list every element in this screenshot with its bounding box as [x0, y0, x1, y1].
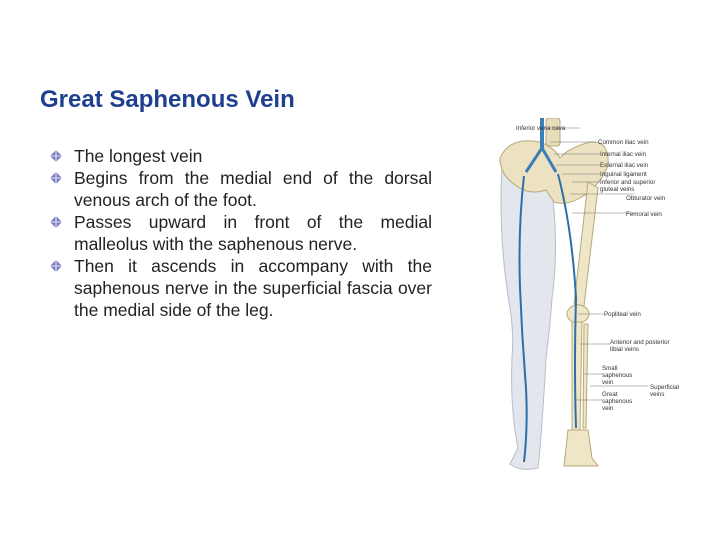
label-inguinal-ligament: Inguinal ligament — [600, 171, 647, 178]
label-tibial-veins-line2: tibial veins — [610, 346, 639, 353]
label-external-iliac-vein: External iliac vein — [600, 162, 649, 169]
label-inferior-vena-cava: Inferior vena cava — [516, 125, 566, 132]
femur-bone — [574, 182, 598, 306]
label-small-saphenous-line3: vein — [602, 379, 614, 386]
label-femoral-vein: Femoral vein — [626, 211, 662, 218]
label-great-saphenous-line1: Great — [602, 391, 618, 398]
slide-title: Great Saphenous Vein — [40, 86, 295, 113]
bullet-text: Begins from the medial end of the dorsal venous arch of the foot. — [74, 168, 432, 210]
label-gluteal-veins-line1: Inferior and superior — [600, 179, 656, 186]
bullet-text: The longest vein — [74, 146, 203, 166]
label-obturator-vein: Obturator vein — [626, 195, 666, 202]
bullet-item — [50, 211, 432, 255]
label-popliteal-vein: Popliteal vein — [604, 311, 641, 318]
bullet-item — [50, 145, 432, 167]
bullet-item — [50, 167, 432, 211]
tibia-bone — [572, 322, 582, 430]
leg-silhouette — [501, 166, 556, 469]
label-superficial-veins-line1: Superficial — [650, 384, 679, 391]
diamond-bullet-icon — [50, 216, 62, 228]
label-small-saphenous-line1: Small — [602, 365, 618, 372]
label-superficial-veins-line2: veins — [650, 391, 665, 398]
bullet-text: Passes upward in front of the medial malleolus with the saphenous nerve. — [74, 212, 432, 254]
label-tibial-veins-line1: Anterior and posterior — [610, 339, 670, 346]
bullet-item — [50, 255, 432, 321]
bullet-text: Then it ascends in accompany with the saphenous nerve in the superficial fascia over the medial side of the leg. — [74, 256, 432, 320]
label-great-saphenous-line2: saphenous — [602, 398, 633, 405]
foot-bone — [564, 430, 598, 466]
fibula-bone — [583, 324, 588, 428]
diamond-bullet-icon — [50, 150, 62, 162]
bullet-list — [50, 145, 432, 321]
label-common-iliac-vein: Common iliac vein — [598, 139, 649, 146]
label-small-saphenous-line2: saphenous — [602, 372, 633, 379]
label-internal-iliac-vein: Internal iliac vein — [600, 151, 647, 158]
diamond-bullet-icon — [50, 172, 62, 184]
diamond-bullet-icon — [50, 260, 62, 272]
label-gluteal-veins-line2: gluteal veins — [600, 186, 635, 193]
leg-venous-anatomy-illustration — [480, 118, 700, 480]
label-great-saphenous-line3: vein — [602, 405, 614, 412]
